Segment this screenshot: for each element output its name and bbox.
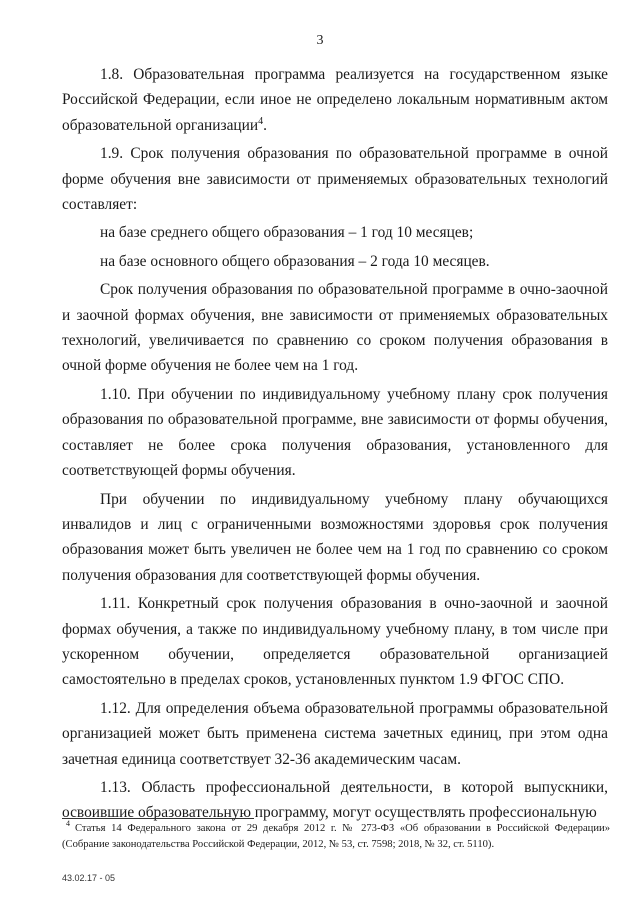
footnote-reference[interactable]: 4	[258, 115, 264, 127]
paragraph-1-8-period: .	[263, 116, 267, 134]
footnote-number: 4	[66, 819, 70, 829]
paragraph-1-13: 1.13. Область профессиональной деятельности, в которой выпускники, освоившие образовательную программу, могут осуществлять профессиональную	[62, 778, 608, 822]
document-code: 43.02.17 - 05	[62, 873, 116, 883]
footnote	[62, 821, 610, 853]
paragraph-1-10: 1.10. При обучении по индивидуальному учебному плану срок получения образования по образовательной программе, вне зависимости от формы обучения, составляет не более срока получения образования, установленного для соответствующей формы обучения.	[62, 385, 608, 480]
paragraph-secondary-general: на базе среднего общего образования – 1 год 10 месяцев;	[100, 224, 474, 242]
paragraph-1-11: 1.11. Конкретный срок получения образования в очно-заочной и заочной формах обучения, а также по индивидуальному учебному плану, в том числе при ускоренном обучении, определяется образовательной организацией самостоятельно в пределах сроков, установленных пунктом 1.9 ФГОС СПО.	[62, 595, 608, 689]
paragraph-1-9: 1.9. Срок получения образования по образовательной программе в очной форме обучения вне зависимости от применяемых образовательных технологий составляет:	[62, 145, 608, 214]
paragraph-basic-general: на базе основного общего образования – 2 года 10 месяцев.	[100, 252, 490, 270]
paragraph-1-12: 1.12. Для определения объема образовательной программы образовательной организацией может быть применена система зачетных единиц, при этом одна зачетная единица соответствует 32-36 академическим часам.	[62, 699, 608, 768]
page-number: 3	[316, 33, 324, 48]
footnote-text: Статья 14 Федерального закона от 29 декабря 2012 г. № 273-ФЗ «Об образовании в Российской Федерации» (Собрание законодательства Российской Федерации, 2012, № 53, ст. 7598; 2018, № 32, ст. 5110).	[62, 823, 610, 850]
paragraph-1-8	[62, 62, 608, 138]
footnote-divider	[62, 818, 254, 819]
paragraph-1-8-text: 1.8. Образовательная программа реализуется на государственном языке Российской Федерации, если иное не определено локальным нормативным актом образовательной организации	[62, 66, 608, 134]
body-text	[62, 62, 608, 829]
paragraph-disabled-students: При обучении по индивидуальному учебному плану обучающихся инвалидов и лиц с ограниченными возможностями здоровья срок получения образования может быть увеличен не более чем на 1 год по сравнению со сроком получения образования для соответствующей формы обучения.	[62, 490, 608, 584]
paragraph-part-time-duration: Срок получения образования по образовательной программе в очно-заочной и заочной формах обучения, вне зависимости от применяемых образовательных технологий, увеличивается по сравнению со сроком получения образования в очной форме обучения не более чем на 1 год.	[62, 281, 608, 375]
